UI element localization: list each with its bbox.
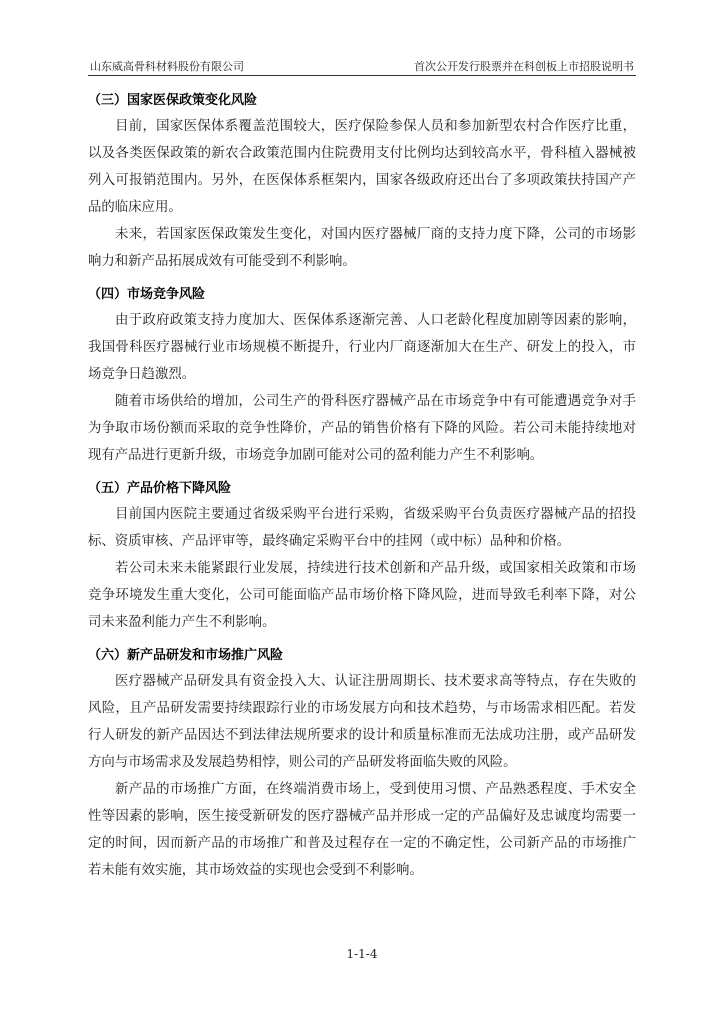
page-number: 1-1-4: [346, 947, 378, 961]
section-medical-insurance-policy-risk: [88, 89, 636, 275]
paragraph: 新产品的市场推广方面，在终端消费市场上，受到使用习惯、产品熟悉程度、手术安全性等因素的影响，医生接受新研发的医疗器械产品并形成一定的产品偏好及忠诚度均需要一定的时间，因而新产品的市场推广和普及过程存在一定的不确定性，公司新产品的市场推广若未能有效实施，其市场效益的实现也会受到不利影响。: [88, 782, 636, 878]
paragraph: 由于政府政策支持力度加大、医保体系逐渐完善、人口老龄化程度加剧等因素的影响，我国骨科医疗器械行业市场规模不断提升，行业内厂商逐渐加大在生产、研发上的投入，市场竞争日趋激烈。: [88, 313, 636, 382]
section-heading: （三）国家医保政策变化风险: [88, 93, 258, 108]
page-content: [88, 89, 636, 892]
paragraph: 若公司未来未能紧跟行业发展，持续进行技术创新和产品升级，或国家相关政策和市场竞争环境发生重大变化，公司可能面临产品市场价格下降风险，进而导致毛利率下降，对公司未来盈利能力产生不利影响。: [88, 561, 636, 630]
header-company-name: 山东威高骨科材料股份有限公司: [90, 60, 244, 73]
section-heading: （四）市场竞争风险: [88, 287, 206, 302]
header-document-title: 首次公开发行股票并在科创板上市招股说明书: [414, 60, 634, 73]
section-heading: （六）新产品研发和市场推广风险: [88, 648, 284, 663]
paragraph: 随着市场供给的增加，公司生产的骨科医疗器械产品在市场竞争中有可能遭遇竞争对手为争取市场份额而采取的竞争性降价，产品的销售价格有下降的风险。若公司未能持续地对现有产品进行更新升级，市场竞争加剧可能对公司的盈利能力产生不利影响。: [88, 394, 636, 463]
section-market-competition-risk: [88, 283, 636, 469]
section-heading: （五）产品价格下降风险: [88, 481, 232, 496]
section-product-price-decline-risk: [88, 477, 636, 636]
page-header: [88, 58, 636, 74]
paragraph: 未来，若国家医保政策发生变化，对国内医疗器械厂商的支持力度下降，公司的市场影响力和新产品拓展成效有可能受到不利影响。: [88, 227, 636, 269]
header-divider: [88, 75, 636, 76]
paragraph: 目前，国家医保体系覆盖范围较大，医疗保险参保人员和参加新型农村合作医疗比重，以及各类医保政策的新农合政策范围内住院费用支付比例均达到较高水平，骨科植入器械被列入可报销范围内。另外，在医保体系框架内，国家各级政府还出台了多项政策扶持国产产品的临床应用。: [88, 119, 636, 215]
section-new-product-rd-promotion-risk: [88, 644, 636, 884]
paragraph: 目前国内医院主要通过省级采购平台进行采购，省级采购平台负责医疗器械产品的招投标、资质审核、产品评审等，最终确定采购平台中的挂网（或中标）品种和价格。: [88, 507, 636, 549]
paragraph: 医疗器械产品研发具有资金投入大、认证注册周期长、技术要求高等特点，存在失败的风险，且产品研发需要持续跟踪行业的市场发展方向和技术趋势，与市场需求相匹配。若发行人研发的新产品因达不到法律法规所要求的设计和质量标准而无法成功注册，或产品研发方向与市场需求及发展趋势相悖，则公司的产品研发将面临失败的风险。: [88, 674, 636, 770]
